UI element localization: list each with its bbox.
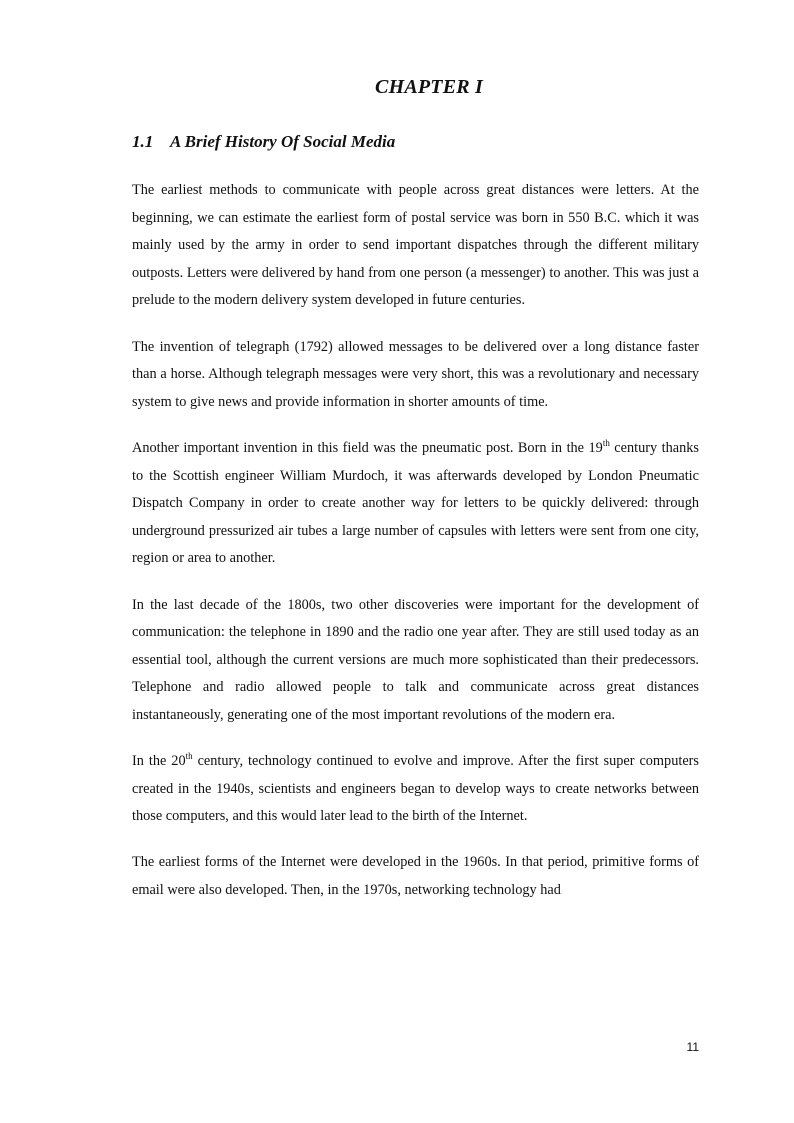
paragraph-20th-century [132,748,699,831]
paragraph-letters: The earliest methods to communicate with people across great distances were letters. At the beginning, we can estimate the earliest form of postal service was born in 550 B.C. which it was mainly used by the army in order to send important dispatches through the different military outposts. Letters were delivered by hand from one person (a messenger) to another. This was just a prelude to the modern delivery system developed in future centuries. [132,182,699,309]
paragraph-telegraph: The invention of telegraph (1792) allowed messages to be delivered over a long distance faster than a horse. Although telegraph messages were very short, this was a revolutionary and necessary system to give news and provide information in shorter amounts of time. [132,338,699,410]
paragraph-text: Another important invention in this field was the pneumatic post. Born in the 19 [132,439,603,456]
paragraph-text: century thanks to the Scottish engineer William Murdoch, it was afterwards developed by London Pneumatic Dispatch Company in order to create another way for letters to be quickly delivered: through underground pressurized air tubes a large number of capsules with letters were sent from one city, region or area to another. [132,439,699,567]
paragraph-pneumatic-post [132,435,699,573]
page-number: 11 [686,1040,699,1054]
paragraph-internet: The earliest forms of the Internet were developed in the 1960s. In that period, primitive forms of email were also developed. Then, in the 1970s, networking technology had [132,854,699,899]
section-title: A Brief History Of Social Media [170,132,396,151]
section-number: 1.1 [132,132,154,151]
section-heading [132,132,395,152]
body-text [132,177,699,923]
paragraph-telephone-radio: In the last decade of the 1800s, two other discoveries were important for the development of communication: the telephone in 1890 and the radio one year after. They are still used today as an essential tool, although the current versions are much more sophisticated than their predecessors. Telephone and radio allowed people to talk and communicate across great distances instantaneously, generating one of the most important revolutions of the modern era. [132,596,699,723]
chapter-title: CHAPTER I [375,76,483,98]
paragraph-text: In the 20 [132,753,186,770]
paragraph-text: century, technology continued to evolve and improve. After the first super computers created in the 1940s, scientists and engineers began to develop ways to create networks between those computers, and this would later lead to the birth of the Internet. [132,753,699,825]
superscript: th [185,751,193,762]
superscript: th [602,437,610,448]
